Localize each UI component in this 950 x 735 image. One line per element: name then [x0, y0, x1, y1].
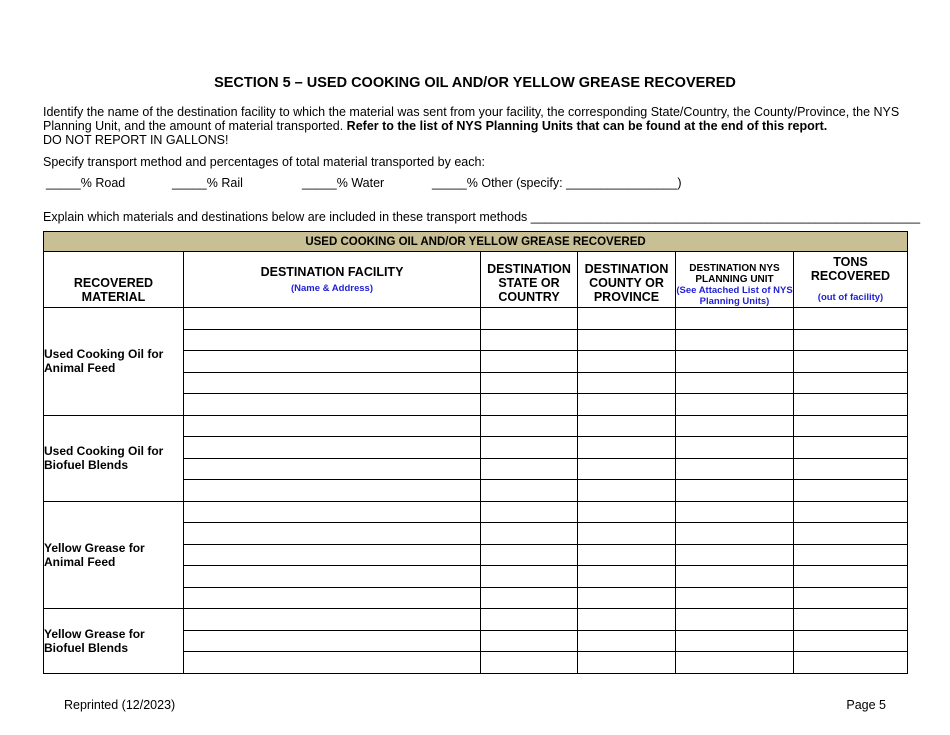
county-cell[interactable]	[578, 458, 676, 480]
planning-unit-cell[interactable]	[676, 372, 794, 394]
facility-cell[interactable]	[184, 652, 481, 674]
state-cell[interactable]	[481, 458, 578, 480]
header-recovered-material: RECOVERED MATERIAL	[44, 252, 184, 308]
planning-unit-cell[interactable]	[676, 566, 794, 588]
planning-unit-cell[interactable]	[676, 501, 794, 523]
state-cell[interactable]	[481, 630, 578, 652]
planning-unit-cell[interactable]	[676, 652, 794, 674]
county-cell[interactable]	[578, 372, 676, 394]
county-cell[interactable]	[578, 394, 676, 416]
planning-unit-cell[interactable]	[676, 458, 794, 480]
planning-unit-cell[interactable]	[676, 480, 794, 502]
header-destination-facility: DESTINATION FACILITY (Name & Address)	[184, 252, 481, 308]
facility-cell[interactable]	[184, 566, 481, 588]
county-cell[interactable]	[578, 544, 676, 566]
instructions-text: Identify the name of the destination facility to which the material was sent from your facility, the corresponding State/Country, the County/Province, the NYS Planning Unit, and the amount of material transported.	[43, 105, 900, 133]
county-cell[interactable]	[578, 351, 676, 373]
facility-cell[interactable]	[184, 480, 481, 502]
facility-note: (Name & Address)	[290, 283, 373, 294]
county-cell[interactable]	[578, 437, 676, 459]
state-cell[interactable]	[481, 587, 578, 609]
planning-unit-note: (See Attached List of NYS Planning Units)	[676, 285, 793, 307]
tons-cell[interactable]	[794, 501, 908, 523]
tons-cell[interactable]	[794, 652, 908, 674]
facility-cell[interactable]	[184, 523, 481, 545]
tons-cell[interactable]	[794, 523, 908, 545]
county-cell[interactable]	[578, 415, 676, 437]
tons-cell[interactable]	[794, 394, 908, 416]
planning-unit-cell[interactable]	[676, 587, 794, 609]
state-cell[interactable]	[481, 415, 578, 437]
header-destination-county: DESTINATION COUNTY OR PROVINCE	[578, 252, 676, 308]
material-label: Yellow Grease for Animal Feed	[44, 501, 184, 609]
county-cell[interactable]	[578, 587, 676, 609]
facility-cell[interactable]	[184, 609, 481, 631]
tons-cell[interactable]	[794, 587, 908, 609]
state-cell[interactable]	[481, 566, 578, 588]
tons-cell[interactable]	[794, 437, 908, 459]
facility-cell[interactable]	[184, 394, 481, 416]
tons-cell[interactable]	[794, 458, 908, 480]
state-cell[interactable]	[481, 544, 578, 566]
explain-transport-field[interactable]: Explain which materials and destinations below are included in these transport methods ________________________________________________________	[43, 210, 921, 224]
county-cell[interactable]	[578, 501, 676, 523]
planning-unit-cell[interactable]	[676, 308, 794, 330]
transport-other-field[interactable]: _____% Other (specify: ________________)	[432, 176, 682, 190]
facility-cell[interactable]	[184, 630, 481, 652]
table-row	[44, 308, 908, 330]
planning-unit-cell[interactable]	[676, 394, 794, 416]
state-cell[interactable]	[481, 652, 578, 674]
tons-cell[interactable]	[794, 351, 908, 373]
facility-cell[interactable]	[184, 501, 481, 523]
facility-cell[interactable]	[184, 308, 481, 330]
tons-cell[interactable]	[794, 630, 908, 652]
tons-cell[interactable]	[794, 415, 908, 437]
state-cell[interactable]	[481, 394, 578, 416]
planning-unit-cell[interactable]	[676, 351, 794, 373]
state-cell[interactable]	[481, 480, 578, 502]
section-title: SECTION 5 – USED COOKING OIL AND/OR YELLOW GREASE RECOVERED	[214, 75, 736, 91]
planning-unit-cell[interactable]	[676, 630, 794, 652]
state-cell[interactable]	[481, 351, 578, 373]
tons-note: (out of facility)	[817, 292, 884, 303]
tons-cell[interactable]	[794, 372, 908, 394]
county-cell[interactable]	[578, 566, 676, 588]
header-planning-unit: DESTINATION NYS PLANNING UNIT (See Attached List of NYS Planning Units)	[676, 252, 794, 308]
material-label: Used Cooking Oil for Biofuel Blends	[44, 415, 184, 501]
state-cell[interactable]	[481, 523, 578, 545]
material-label: Yellow Grease for Biofuel Blends	[44, 609, 184, 674]
state-cell[interactable]	[481, 308, 578, 330]
table-row	[44, 609, 908, 631]
tons-cell[interactable]	[794, 544, 908, 566]
county-cell[interactable]	[578, 652, 676, 674]
facility-cell[interactable]	[184, 587, 481, 609]
planning-unit-cell[interactable]	[676, 544, 794, 566]
recovered-material-table	[43, 231, 908, 674]
planning-unit-cell[interactable]	[676, 437, 794, 459]
county-cell[interactable]	[578, 480, 676, 502]
county-cell[interactable]	[578, 609, 676, 631]
tons-cell[interactable]	[794, 566, 908, 588]
facility-cell[interactable]	[184, 415, 481, 437]
facility-cell[interactable]	[184, 458, 481, 480]
table-banner: USED COOKING OIL AND/OR YELLOW GREASE RECOVERED	[44, 232, 908, 252]
facility-cell[interactable]	[184, 437, 481, 459]
header-destination-state: DESTINATION STATE OR COUNTRY	[481, 252, 578, 308]
facility-cell[interactable]	[184, 544, 481, 566]
facility-cell[interactable]	[184, 329, 481, 351]
planning-unit-cell[interactable]	[676, 329, 794, 351]
footer-reprinted: Reprinted (12/2023)	[64, 698, 176, 712]
state-cell[interactable]	[481, 437, 578, 459]
state-cell[interactable]	[481, 372, 578, 394]
transport-water-field[interactable]: _____% Water	[302, 176, 385, 190]
header-tons-recovered: TONS RECOVERED (out of facility)	[794, 252, 908, 308]
state-cell[interactable]	[481, 501, 578, 523]
transport-prompt: Specify transport method and percentages of total material transported by each:	[43, 155, 485, 169]
county-cell[interactable]	[578, 329, 676, 351]
state-cell[interactable]	[481, 329, 578, 351]
tons-cell[interactable]	[794, 329, 908, 351]
tons-cell[interactable]	[794, 308, 908, 330]
tons-cell[interactable]	[794, 480, 908, 502]
material-label: Used Cooking Oil for Animal Feed	[44, 308, 184, 416]
county-cell[interactable]	[578, 308, 676, 330]
planning-unit-cell[interactable]	[676, 523, 794, 545]
planning-unit-cell[interactable]	[676, 415, 794, 437]
county-cell[interactable]	[578, 523, 676, 545]
instructions-bold-text: Refer to the list of NYS Planning Units that can be found at the end of this report.	[346, 119, 828, 133]
facility-cell[interactable]	[184, 351, 481, 373]
transport-road-field[interactable]: _____% Road	[46, 176, 126, 190]
instructions-paragraph	[43, 105, 913, 147]
table-row	[44, 501, 908, 523]
tons-cell[interactable]	[794, 609, 908, 631]
table-row	[44, 415, 908, 437]
facility-cell[interactable]	[184, 372, 481, 394]
planning-unit-cell[interactable]	[676, 609, 794, 631]
no-gallons-note: DO NOT REPORT IN GALLONS!	[43, 133, 229, 147]
transport-rail-field[interactable]: _____% Rail	[172, 176, 243, 190]
county-cell[interactable]	[578, 630, 676, 652]
state-cell[interactable]	[481, 609, 578, 631]
footer-page-number: Page 5	[846, 698, 886, 712]
